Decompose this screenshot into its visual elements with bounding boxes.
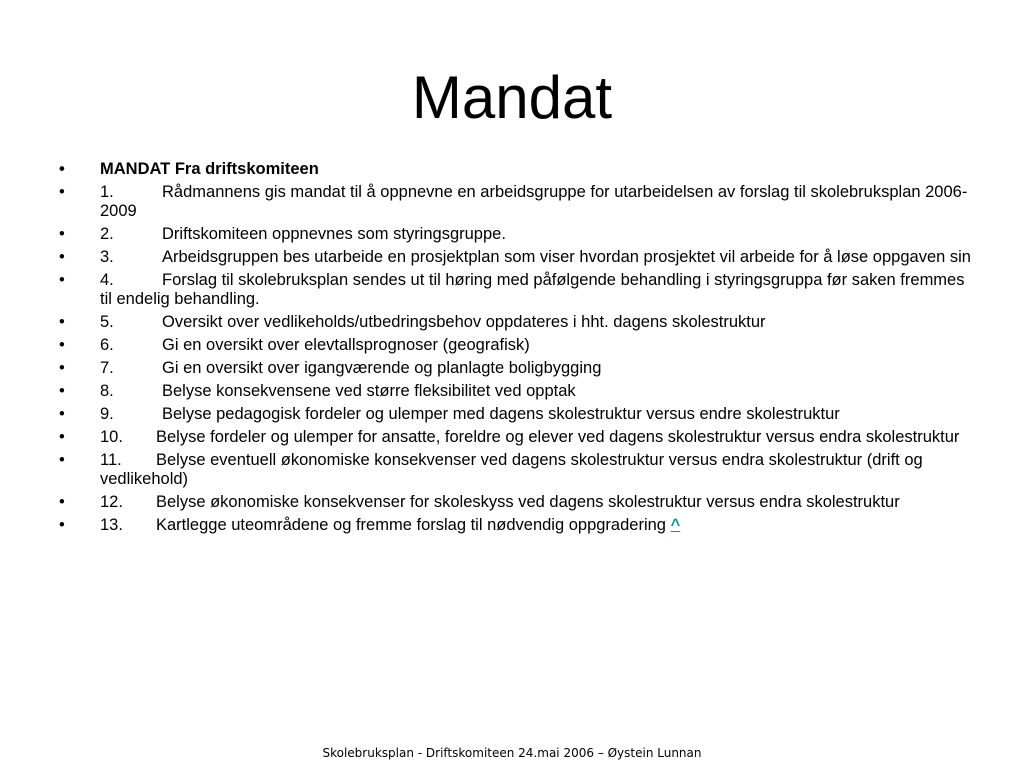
list-item-text: Gi en oversikt over igangværende og planlagte boligbygging	[162, 359, 602, 377]
list-item-text: Belyse eventuell økonomiske konsekvenser ved dagens skolestruktur versus endra skolestruktur (drift og vedlikehold)	[100, 451, 923, 488]
list-item-text: Forslag til skolebruksplan sendes ut til høring med påfølgende behandling i styringsgruppa før saken fremmes til endelig behandling.	[100, 271, 965, 308]
footer-text: Skolebruksplan - Driftskomiteen 24.mai 2006 – Øystein Lunnan	[322, 746, 702, 760]
item-number: 1.	[100, 183, 114, 201]
list-item-text: Belyse økonomiske konsekvenser for skoleskyss ved dagens skolestruktur versus endra skolestruktur	[156, 493, 900, 511]
bullet-icon: •	[59, 248, 65, 266]
list-item-11	[55, 451, 975, 489]
bullet-icon: •	[59, 271, 65, 289]
list-item-6	[55, 336, 975, 355]
bullet-icon: •	[59, 451, 65, 469]
list-item-text: Arbeidsgruppen bes utarbeide en prosjektplan som viser hvordan prosjektet vil arbeide for å løse oppgaven sin	[162, 248, 971, 266]
bullet-icon: •	[59, 493, 65, 511]
list-item-7	[55, 359, 975, 378]
list-item-text: Gi en oversikt over elevtallsprognoser (geografisk)	[162, 336, 530, 354]
list-item-text: Belyse fordeler og ulemper for ansatte, foreldre og elever ved dagens skolestruktur versus endra skolestruktur	[156, 428, 960, 446]
list-item-text: Kartlegge uteområdene og fremme forslag til nødvendig oppgradering	[156, 516, 666, 534]
item-number: 3.	[100, 248, 114, 266]
list-item-text: Driftskomiteen oppnevnes som styringsgruppe.	[162, 225, 506, 243]
bullet-icon: •	[59, 516, 65, 534]
item-number: 8.	[100, 382, 114, 400]
item-number: 6.	[100, 336, 114, 354]
item-number: 9.	[100, 405, 114, 423]
slide-footer	[0, 745, 1024, 761]
item-number: 10.	[100, 428, 123, 446]
bullet-icon: •	[59, 382, 65, 400]
list-item-heading	[55, 160, 975, 179]
list-item-9	[55, 405, 975, 424]
list-item-12	[55, 493, 975, 512]
item-number: 13.	[100, 516, 123, 534]
list-item-8	[55, 382, 975, 401]
slide-title: Mandat	[411, 64, 613, 131]
list-item-13	[55, 516, 975, 535]
bullet-icon: •	[59, 183, 65, 201]
bullet-icon: •	[59, 336, 65, 354]
list-item-text: Belyse pedagogisk fordeler og ulemper med dagens skolestruktur versus endre skolestruktur	[162, 405, 840, 423]
list-item-3	[55, 248, 975, 267]
bullet-icon: •	[59, 225, 65, 243]
item-number: 2.	[100, 225, 114, 243]
list-item-10	[55, 428, 975, 447]
item-number: 5.	[100, 313, 114, 331]
list-item-2	[55, 225, 975, 244]
mandate-list	[55, 160, 975, 539]
bullet-icon: •	[59, 428, 65, 446]
list-item-text: MANDAT Fra driftskomiteen	[100, 160, 319, 178]
item-number: 4.	[100, 271, 114, 289]
back-to-top-link[interactable]: ^	[670, 516, 681, 534]
list-item-text: Oversikt over vedlikeholds/utbedringsbehov oppdateres i hht. dagens skolestruktur	[162, 313, 766, 331]
bullet-icon: •	[59, 405, 65, 423]
bullet-icon: •	[59, 359, 65, 377]
item-number: 11.	[100, 451, 122, 469]
list-item-text: Belyse konsekvensene ved større fleksibilitet ved opptak	[162, 382, 576, 400]
item-number: 7.	[100, 359, 114, 377]
list-item-text: Rådmannens gis mandat til å oppnevne en arbeidsgruppe for utarbeidelsen av forslag til skolebruksplan 2006-2009	[100, 183, 968, 220]
bullet-icon: •	[59, 313, 65, 331]
bullet-icon: •	[59, 160, 65, 178]
list-item-5	[55, 313, 975, 332]
list-item-1	[55, 183, 975, 221]
item-number: 12.	[100, 493, 123, 511]
list-item-4	[55, 271, 975, 309]
